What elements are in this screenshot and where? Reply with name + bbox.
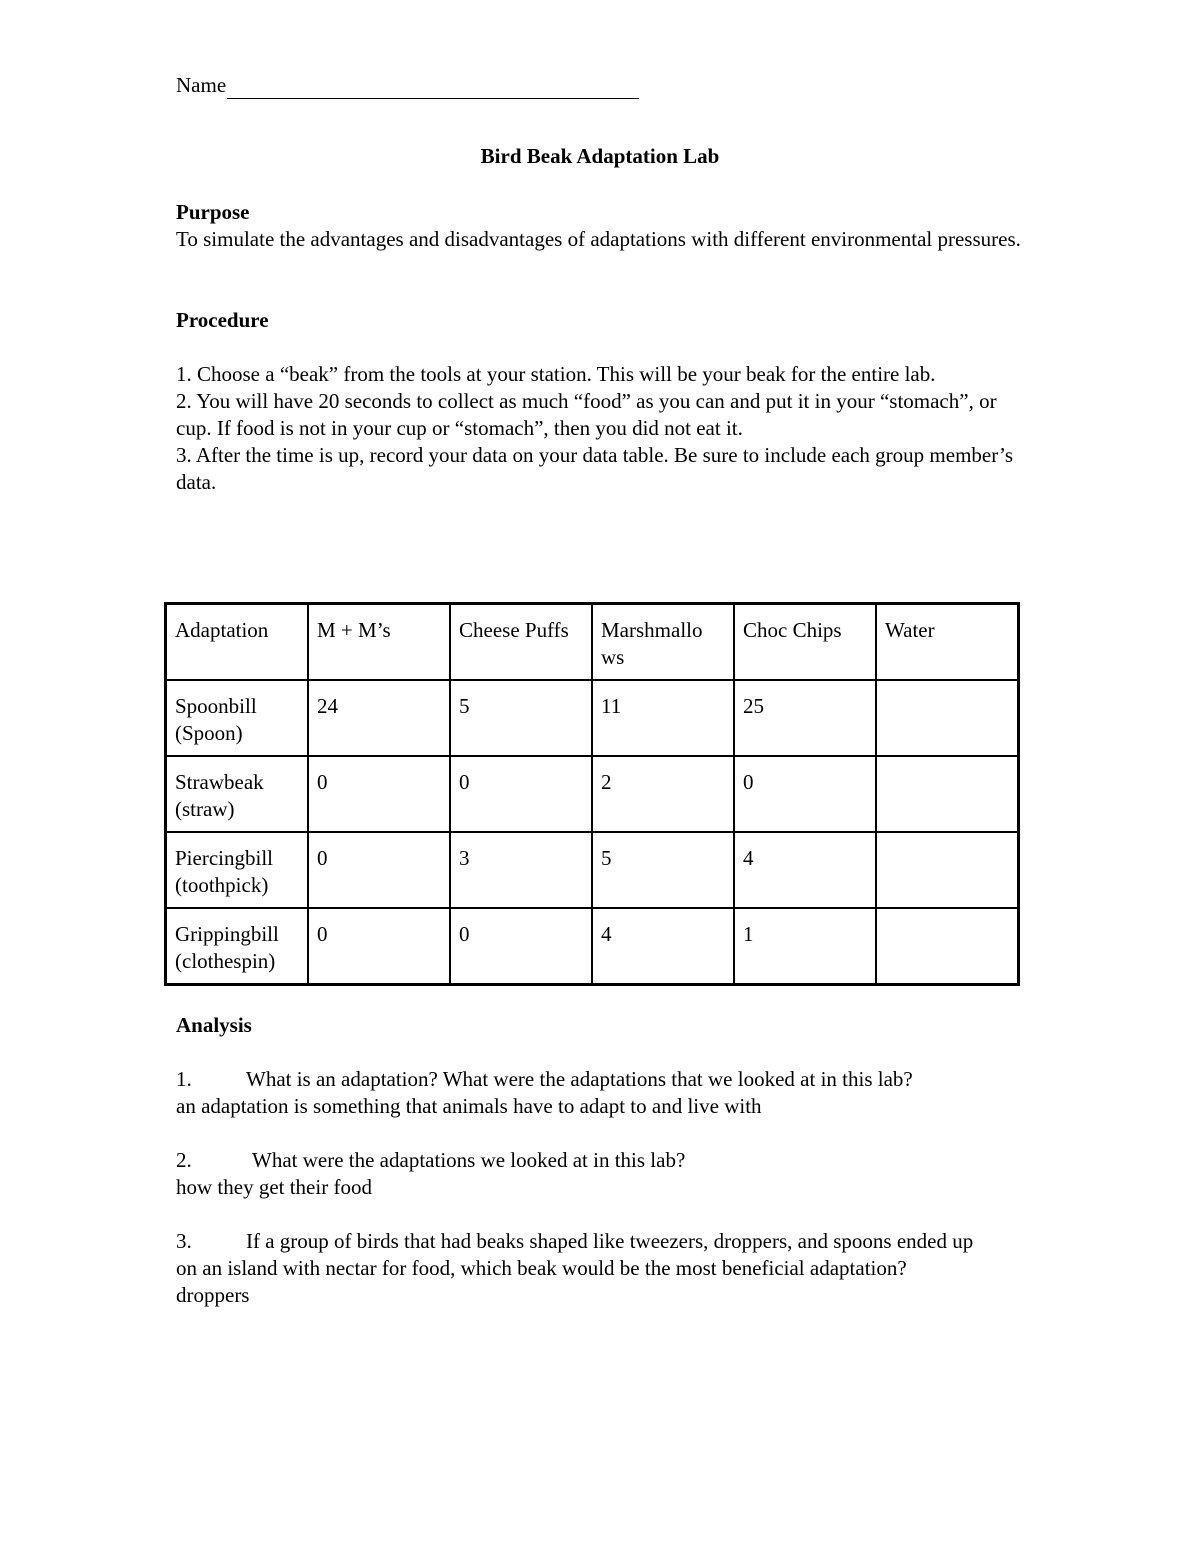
table-cell (876, 680, 1019, 756)
analysis-question-2 (176, 1147, 1036, 1201)
answer-text: how they get their food (176, 1175, 372, 1199)
table-row (166, 756, 1019, 832)
name-underline (227, 76, 639, 99)
table-header-row (166, 604, 1019, 681)
table-cell: 4 (592, 908, 734, 985)
table-cell: 24 (308, 680, 450, 756)
question-number: 2. (176, 1148, 192, 1172)
question-text: What is an adaptation? What were the adaptations that we looked at in this lab? (246, 1067, 913, 1091)
table-cell: Piercingbill (toothpick) (166, 832, 309, 908)
table-cell: 0 (450, 908, 592, 985)
table-cell: 0 (308, 908, 450, 985)
table-cell: 1 (734, 908, 876, 985)
purpose-text: To simulate the advantages and disadvantages of adaptations with different environmental pressures. (176, 227, 1021, 251)
question-number: 1. (176, 1067, 192, 1091)
table-header-cell: Marshmallo ws (592, 604, 734, 681)
table-cell: 4 (734, 832, 876, 908)
table-row (166, 908, 1019, 985)
analysis-heading: Analysis (176, 1013, 252, 1037)
document-page (175, 72, 1036, 1307)
procedure-step: 2. You will have 20 seconds to collect as much “food” as you can and put it in your “stomach”, or cup. If food is not in your cup or “stomach”, then you did not eat it. (176, 389, 997, 440)
table-cell (876, 756, 1019, 832)
table-cell: 11 (592, 680, 734, 756)
procedure-heading: Procedure (176, 308, 269, 332)
table-cell: 0 (450, 756, 592, 832)
table-cell: Spoonbill (Spoon) (166, 680, 309, 756)
table-header-cell: Choc Chips (734, 604, 876, 681)
question-text: What were the adaptations we looked at in this lab? (252, 1148, 686, 1172)
name-line (176, 72, 1036, 99)
table-header-cell: M + M’s (308, 604, 450, 681)
table-cell: 0 (308, 756, 450, 832)
question-text: If a group of birds that had beaks shaped like tweezers, droppers, and spoons ended up on an island with nectar for food, which beak would be the most beneficial adaptation? (176, 1229, 974, 1280)
table-header-cell: Water (876, 604, 1019, 681)
procedure-list (176, 361, 1026, 496)
answer-text: an adaptation is something that animals have to adapt to and live with (176, 1094, 762, 1118)
data-table (164, 602, 1020, 986)
table-cell (876, 908, 1019, 985)
page-title: Bird Beak Adaptation Lab (480, 144, 720, 168)
table-cell: 0 (734, 756, 876, 832)
answer-text: droppers (176, 1283, 250, 1307)
table-header-cell: Adaptation (166, 604, 309, 681)
question-number: 3. (176, 1229, 192, 1253)
table-row (166, 832, 1019, 908)
analysis-question-1 (176, 1066, 1036, 1120)
table-cell: 5 (450, 680, 592, 756)
analysis-question-3 (176, 1228, 986, 1309)
table-cell: 5 (592, 832, 734, 908)
procedure-step: 1. Choose a “beak” from the tools at your station. This will be your beak for the entire lab. (176, 362, 936, 386)
table-row (166, 680, 1019, 756)
purpose-heading: Purpose (176, 200, 250, 224)
table-cell: Grippingbill (clothespin) (166, 908, 309, 985)
table-cell: 3 (450, 832, 592, 908)
table-cell: 2 (592, 756, 734, 832)
table-cell (876, 832, 1019, 908)
table-cell: 25 (734, 680, 876, 756)
procedure-step: 3. After the time is up, record your data on your data table. Be sure to include each group member’s data. (176, 443, 1014, 494)
table-cell: Strawbeak (straw) (166, 756, 309, 832)
analysis-section (176, 1012, 1036, 1309)
table-cell: 0 (308, 832, 450, 908)
table-header-cell: Cheese Puffs (450, 604, 592, 681)
name-label: Name (176, 73, 227, 97)
